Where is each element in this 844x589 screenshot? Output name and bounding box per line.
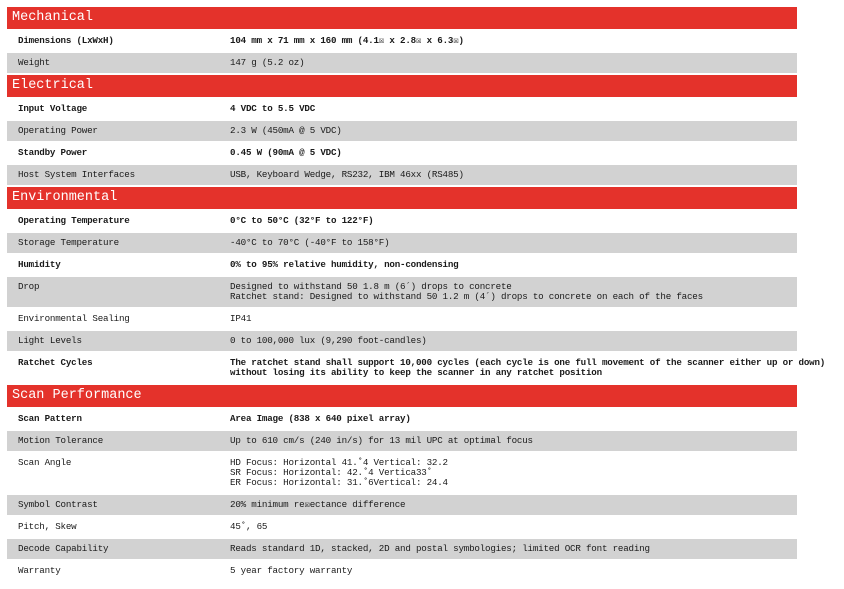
spec-label: Pitch, Skew [18,521,77,532]
spec-label: Environmental Sealing [18,313,130,324]
spec-value [227,255,797,275]
spec-value-line: Designed to withstand 50 1.8 m (6´) drops to concrete [230,281,512,292]
spec-label: Scan Angle [18,457,72,468]
spec-value [227,495,797,515]
spec-row [7,233,797,253]
spec-value [227,409,797,429]
spec-value-line: 2.3 W (450mA @ 5 VDC) [230,125,342,136]
spec-value [227,99,797,119]
spec-value-line: USB, Keyboard Wedge, RS232, IBM 46xx (RS485) [230,169,464,180]
spec-value [227,233,797,253]
spec-value-line: HD Focus: Horizontal 41.˚4 Vertical: 32.2 [230,457,448,468]
spec-value-line: without losing its ability to keep the scanner in any ratchet position [230,367,602,378]
spec-label: Light Levels [18,335,82,346]
section-header: Electrical [7,75,797,97]
spec-value [227,31,797,51]
spec-value-line: 20% minimum re☒ectance difference [230,499,406,510]
spec-row [7,331,797,351]
spec-value-line: ER Focus: Horizontal: 31.˚6Vertical: 24.4 [230,477,448,488]
spec-row [7,495,797,515]
spec-value-line: 147 g (5.2 oz) [230,57,305,68]
spec-row [7,561,797,581]
spec-label: Standby Power [18,147,88,158]
spec-label: Operating Power [18,125,98,136]
spec-label: Host System Interfaces [18,169,135,180]
spec-row [7,165,797,185]
spec-row [7,277,797,307]
spec-row [7,309,797,329]
spec-value [227,143,797,163]
spec-value-line: 0°C to 50°C (32°F to 122°F) [230,215,374,226]
spec-row [7,143,797,163]
spec-label: Decode Capability [18,543,109,554]
spec-value [227,165,797,185]
spec-value-line: 45˚, 65 [230,521,268,532]
spec-label: Ratchet Cycles [18,357,93,368]
spec-value [227,309,797,329]
spec-row [7,353,826,383]
spec-value [227,277,797,307]
spec-value [227,121,797,141]
spec-value [227,353,825,383]
spec-row [7,121,797,141]
spec-label: Humidity [18,259,61,270]
spec-value [227,453,797,493]
spec-value-line: 5 year factory warranty [230,565,353,576]
section-header: Environmental [7,187,797,209]
spec-row [7,431,797,451]
spec-row [7,31,797,51]
spec-value [227,53,797,73]
spec-row [7,53,797,73]
spec-value-line: -40°C to 70°C (-40°F to 158°F) [230,237,390,248]
spec-label: Drop [18,281,40,292]
spec-row [7,99,797,119]
spec-value [227,211,797,231]
spec-sheet [7,7,826,583]
spec-value [227,539,797,559]
spec-label: Motion Tolerance [18,435,104,446]
spec-label: Symbol Contrast [18,499,98,510]
spec-value-line: Up to 610 cm/s (240 in/s) for 13 mil UPC at optimal focus [230,435,533,446]
spec-row [7,517,797,537]
spec-row [7,211,797,231]
spec-row [7,453,797,493]
spec-value-line: 104 mm x 71 mm x 160 mm (4.1☒ x 2.8☒ x 6.3☒) [230,35,464,46]
spec-row [7,255,797,275]
spec-value [227,431,797,451]
spec-value [227,331,797,351]
spec-label: Scan Pattern [18,413,82,424]
spec-value-line: Reads standard 1D, stacked, 2D and postal symbologies; limited OCR font reading [230,543,650,554]
spec-row [7,409,797,429]
spec-value-line: Area Image (838 x 640 pixel array) [230,413,411,424]
spec-label: Warranty [18,565,61,576]
section-header: Mechanical [7,7,797,29]
spec-value-line: SR Focus: Horizontal: 42.˚4 Vertica33˚ [230,467,432,478]
spec-value-line: 4 VDC to 5.5 VDC [230,103,316,114]
spec-row [7,539,797,559]
spec-value-line: 0.45 W (90mA @ 5 VDC) [230,147,342,158]
spec-value-line: The ratchet stand shall support 10,000 cycles (each cycle is one full movement of the scanner either up or down) [230,357,826,368]
spec-value-line: IP41 [230,313,252,324]
spec-label: Weight [18,57,50,68]
spec-value-line: Ratchet stand: Designed to withstand 50 1.2 m (4´) drops to concrete on each of the faces [230,291,703,302]
spec-value [227,561,797,581]
spec-value [227,517,797,537]
spec-label: Input Voltage [18,103,88,114]
spec-value-line: 0% to 95% relative humidity, non-condensing [230,259,459,270]
spec-label: Operating Temperature [18,215,130,226]
spec-value-line: 0 to 100,000 lux (9,290 foot-candles) [230,335,427,346]
spec-label: Storage Temperature [18,237,119,248]
section-header: Scan Performance [7,385,797,407]
spec-label: Dimensions (LxWxH) [18,35,114,46]
